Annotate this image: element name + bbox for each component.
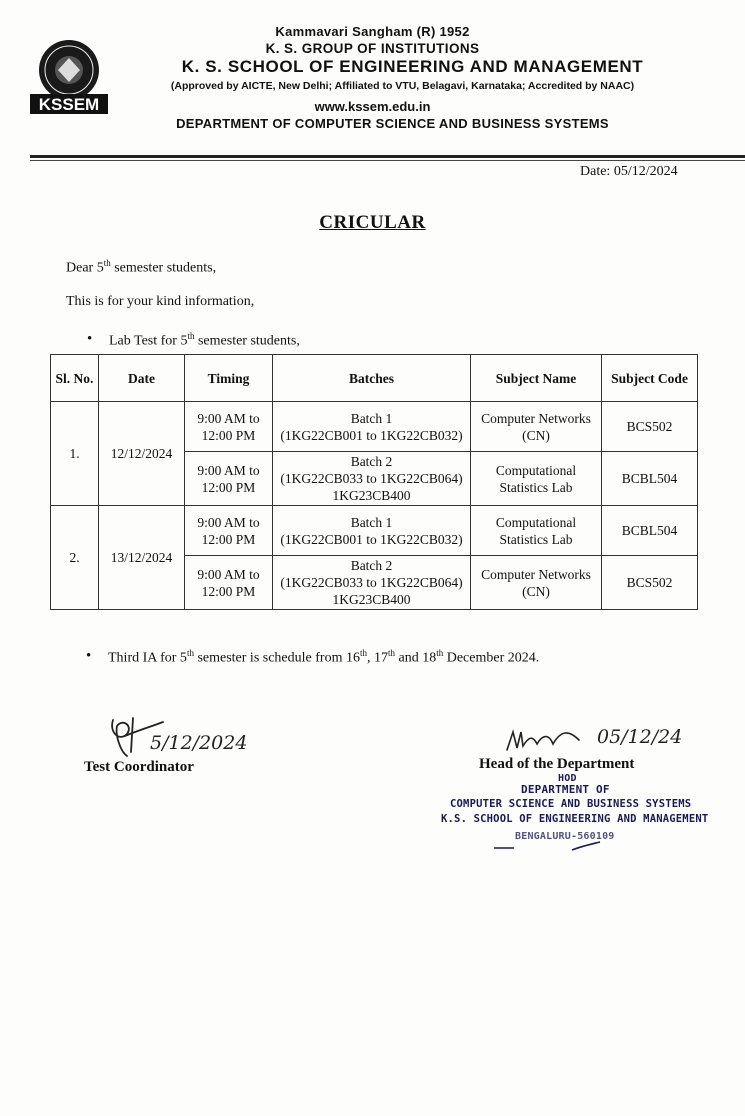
subject-cell: Computer Networks (CN) (471, 556, 602, 610)
bullet-third-ia: • Third IA for 5th semester is schedule from 16th, 17th and 18th December 2024. (108, 648, 539, 667)
stamp-line-4: BENGALURU-560109 (515, 831, 615, 842)
coordinator-label: Test Coordinator (84, 759, 194, 775)
col-header: Sl. No. (51, 355, 99, 402)
bullet-lab-test: • Lab Test for 5th semester students, (109, 331, 300, 350)
department-name: DEPARTMENT OF COMPUTER SCIENCE AND BUSINESS SYSTEMS (176, 116, 609, 131)
col-header: Subject Name (471, 355, 602, 402)
circular-title: CRICULAR (319, 212, 426, 233)
sl-no-cell: 2. (51, 506, 99, 610)
intro-text: This is for your kind information, (66, 294, 255, 309)
stamp-line-2: COMPUTER SCIENCE AND BUSINESS SYSTEMS (450, 798, 692, 810)
stamp-hod: HOD (558, 773, 577, 784)
code-cell: BCS502 (602, 556, 698, 610)
stamp-line-3: K.S. SCHOOL OF ENGINEERING AND MANAGEMENT (441, 813, 709, 825)
group-name: K. S. GROUP OF INSTITUTIONS (265, 41, 480, 56)
hod-handwritten-date: 05/12/24 (597, 726, 683, 748)
coordinator-handwritten-date: 5/12/2024 (150, 732, 248, 754)
website: www.kssem.edu.in (314, 99, 431, 114)
stamp-strokes (492, 838, 602, 858)
table-header-row (51, 355, 698, 402)
stamp-line-1: DEPARTMENT OF (521, 783, 610, 796)
batch-cell: Batch 1 (1KG22CB001 to 1KG22CB032) (273, 506, 471, 556)
salutation: Dear 5th semester students, (66, 258, 217, 276)
timing-cell: 9:00 AM to 12:00 PM (185, 452, 273, 506)
subject-cell: Computational Statistics Lab (471, 506, 602, 556)
col-header: Timing (185, 355, 273, 402)
sl-no-cell: 1. (51, 402, 99, 506)
batch-cell: Batch 2 (1KG22CB033 to 1KG22CB064) 1KG23CB400 (273, 452, 471, 506)
circular-date: Date: 05/12/2024 (580, 164, 678, 179)
header-rule-thin (30, 160, 745, 161)
batch-cell: Batch 2 (1KG22CB033 to 1KG22CB064) 1KG23CB400 (273, 556, 471, 610)
svg-text:KSSEM: KSSEM (38, 95, 100, 114)
col-header: Subject Code (602, 355, 698, 402)
subject-cell: Computational Statistics Lab (471, 452, 602, 506)
table-row (51, 402, 698, 452)
timing-cell: 9:00 AM to 12:00 PM (185, 506, 273, 556)
college-name: K. S. SCHOOL OF ENGINEERING AND MANAGEMENT (181, 57, 644, 76)
code-cell: BCS502 (602, 402, 698, 452)
batch-cell: Batch 1 (1KG22CB001 to 1KG22CB032) (273, 402, 471, 452)
col-header: Batches (273, 355, 471, 402)
hod-signature (503, 726, 593, 756)
table-row (51, 506, 698, 556)
timing-cell: 9:00 AM to 12:00 PM (185, 556, 273, 610)
col-header: Date (99, 355, 185, 402)
date-cell: 13/12/2024 (99, 506, 185, 610)
lab-test-table (50, 354, 698, 610)
society-name: Kammavari Sangham (R) 1952 (275, 24, 470, 39)
code-cell: BCBL504 (602, 452, 698, 506)
timing-cell: 9:00 AM to 12:00 PM (185, 402, 273, 452)
subject-cell: Computer Networks (CN) (471, 402, 602, 452)
code-cell: BCBL504 (602, 506, 698, 556)
date-cell: 12/12/2024 (99, 402, 185, 506)
approval-line: (Approved by AICTE, New Delhi; Affiliated to VTU, Belagavi, Karnataka; Accredited by NAAC) (170, 80, 635, 92)
hod-label: Head of the Department (479, 756, 635, 772)
header-rule (30, 155, 745, 158)
